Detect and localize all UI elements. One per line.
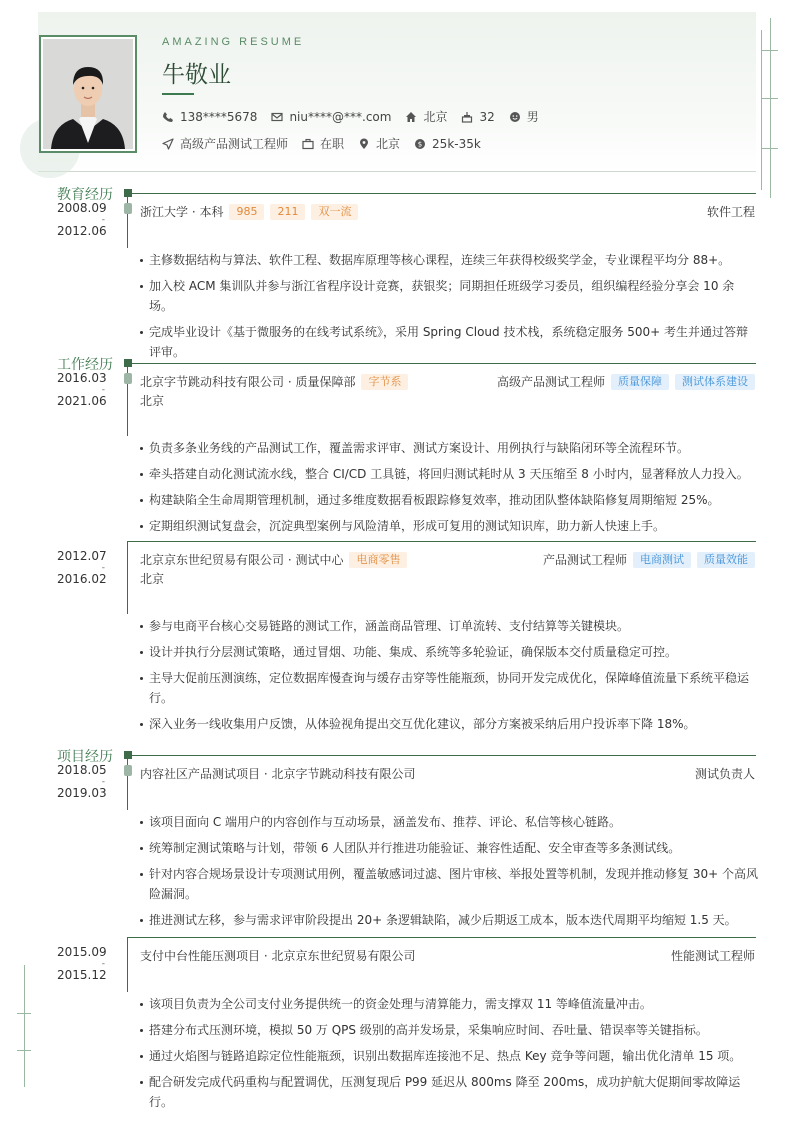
decorative-tick <box>17 1013 31 1014</box>
job-intent-row <box>162 135 495 152</box>
project-dates <box>57 946 105 982</box>
list-item: 加入校 ACM 集训队并参与浙江省程序设计竞赛，获银奖；同期担任班级学习委员，组织编程经验分享会 10 余场。 <box>140 276 758 316</box>
resume-tagline: AMAZING RESUME <box>162 36 305 48</box>
end-date: 2019.03 <box>57 786 107 800</box>
project-name: 内容社区产品测试项目 · 北京字节跳动科技有限公司 <box>140 767 416 781</box>
list-item: 该项目面向 C 端用户的内容创作与互动场景，涵盖发布、推荐、评论、私信等核心链路。 <box>140 812 758 832</box>
avatar <box>39 35 137 153</box>
project-role: 性能测试工程师 <box>670 949 755 963</box>
email-text: niu****@***.com <box>289 109 392 124</box>
date-separator: - <box>101 385 105 395</box>
decorative-line <box>24 965 25 1087</box>
list-item: 推进测试左移，参与需求评审阶段提出 20+ 条逻辑缺陷，减少后期返工成本，版本迭代周期平均缩短 1.5 天。 <box>140 910 758 930</box>
location-pin-icon <box>358 138 370 150</box>
decorative-line <box>770 18 771 198</box>
education-entry-header <box>140 203 755 220</box>
work-bullets <box>140 616 758 740</box>
age-text: 32 <box>479 109 495 124</box>
svg-text:$: $ <box>417 140 423 148</box>
date-separator: - <box>101 563 105 573</box>
school-tag: 双一流 <box>311 204 358 220</box>
project-name: 支付中台性能压测项目 · 北京京东世纪贸易有限公司 <box>140 949 416 963</box>
school-name: 浙江大学 · 本科 <box>140 205 224 219</box>
gender-info <box>509 108 539 125</box>
home-info <box>405 108 447 125</box>
briefcase-icon <box>302 138 314 150</box>
job-role: 高级产品测试工程师 <box>496 375 605 389</box>
list-item: 针对内容合规场景设计专项测试用例，覆盖敏感词过滤、图片审核、举报处置等机制，发现并推动修复 30+ 个高风险漏洞。 <box>140 864 758 904</box>
list-item: 配合研发完成代码重构与配置调优，压测复现后 P99 延迟从 800ms 降至 200ms，成功护航大促期间零故障运行。 <box>140 1072 758 1112</box>
list-item: 通过火焰图与链路追踪定位性能瓶颈，识别出数据库连接池不足、热点 Key 竞争等问题，输出优化清单 15 项。 <box>140 1046 758 1066</box>
company-name: 北京字节跳动科技有限公司 · 质量保障部 <box>140 375 356 389</box>
list-item: 负责多条业务线的产品测试工作，覆盖需求评审、测试方案设计、用例执行与缺陷闭环等全流程环节。 <box>140 438 758 458</box>
work-dates <box>57 550 105 586</box>
section-marker <box>124 751 132 759</box>
role-tag: 质量保障 <box>611 374 669 390</box>
section-title-education: 教育经历 <box>57 187 113 203</box>
age-info <box>461 110 494 124</box>
project-bullets <box>140 812 758 936</box>
start-date: 2015.09 <box>57 945 107 959</box>
section-divider <box>129 755 756 756</box>
start-date: 2008.09 <box>57 201 107 215</box>
list-item: 统筹制定测试策略与计划，带领 6 人团队并行推进功能验证、兼容性适配、安全审查等多条测试线。 <box>140 838 758 858</box>
job-role: 产品测试工程师 <box>542 553 627 567</box>
list-item: 深入业务一线收集用户反馈，从体验视角提出交互优化建议，部分方案被采纳后用户投诉率下降 18%。 <box>140 714 758 734</box>
entry-marker <box>124 765 132 776</box>
list-item: 该项目负责为全公司支付业务提供统一的资金处理与清算能力，需支撑双 11 等峰值流量冲击。 <box>140 994 758 1014</box>
profile-photo <box>43 39 133 149</box>
project-dates <box>57 764 105 800</box>
list-item: 完成毕业设计《基于微服务的在线考试系统》，采用 Spring Cloud 技术栈，系统稳定服务 500+ 考生并通过答辩评审。 <box>140 322 758 362</box>
target-city-info <box>358 135 400 152</box>
entry-marker <box>124 373 132 384</box>
home-text: 北京 <box>423 110 448 124</box>
decorative-tick <box>762 50 778 51</box>
end-date: 2021.06 <box>57 394 107 408</box>
decorative-tick <box>17 1050 31 1051</box>
phone-info <box>162 110 257 124</box>
major: 软件工程 <box>706 205 755 219</box>
salary-info <box>414 137 481 151</box>
section-divider <box>129 363 756 364</box>
end-date: 2012.06 <box>57 224 107 238</box>
project-bullets <box>140 994 758 1118</box>
company-name: 北京京东世纪贸易有限公司 · 测试中心 <box>140 553 344 567</box>
school-tag: 211 <box>270 204 305 220</box>
project-entry-header <box>140 947 755 964</box>
home-icon <box>405 111 417 123</box>
end-date: 2016.02 <box>57 572 107 586</box>
project-entry-header <box>140 765 755 782</box>
section-title-projects: 项目经历 <box>57 749 113 765</box>
decorative-tick <box>762 148 778 149</box>
work-city: 北京 <box>140 394 165 408</box>
work-entry-header <box>140 551 755 568</box>
email-info <box>271 110 391 124</box>
role-tag: 测试体系建设 <box>675 374 755 390</box>
header-divider <box>38 171 756 172</box>
cake-icon <box>461 111 473 123</box>
list-item: 定期组织测试复盘会，沉淀典型案例与风险清单，形成可复用的测试知识库，助力新人快速上手。 <box>140 516 758 536</box>
company-tag: 电商零售 <box>349 552 407 568</box>
smiley-icon <box>509 111 521 123</box>
section-marker <box>124 189 132 197</box>
section-divider <box>129 193 756 194</box>
project-role: 测试负责人 <box>694 767 755 781</box>
salary-text: 25k-35k <box>432 136 481 151</box>
list-item: 主导大促前压测演练，定位数据库慢查询与缓存击穿等性能瓶颈，协同开发完成优化，保障峰值流量下系统平稳运行。 <box>140 668 758 708</box>
education-bullets <box>140 250 758 368</box>
mail-icon <box>271 111 283 123</box>
status-info <box>302 135 344 152</box>
list-item: 搭建分布式压测环境，模拟 50 万 QPS 级别的高并发场景，采集响应时间、吞吐量、错误率等关键指标。 <box>140 1020 758 1040</box>
target-job-info <box>162 135 288 152</box>
company-tag: 字节系 <box>361 374 408 390</box>
end-date: 2015.12 <box>57 968 107 982</box>
name-underline <box>162 93 194 95</box>
start-date: 2016.03 <box>57 371 107 385</box>
entry-divider <box>127 541 756 542</box>
decorative-tick <box>762 98 778 99</box>
send-icon <box>162 138 174 150</box>
target-job-text: 高级产品测试工程师 <box>180 137 289 151</box>
education-dates <box>57 202 105 238</box>
entry-marker <box>124 203 132 214</box>
decorative-line <box>761 30 762 190</box>
candidate-name: 牛敬业 <box>162 62 231 88</box>
work-entry-header <box>140 373 755 390</box>
date-separator: - <box>101 777 105 787</box>
work-city: 北京 <box>140 572 165 586</box>
gender-text: 男 <box>526 110 539 124</box>
section-title-work: 工作经历 <box>57 357 113 373</box>
school-tag: 985 <box>229 204 264 220</box>
target-city-text: 北京 <box>376 137 401 151</box>
list-item: 参与电商平台核心交易链路的测试工作，涵盖商品管理、订单流转、支付结算等关键模块。 <box>140 616 758 636</box>
entry-divider <box>127 937 756 938</box>
status-text: 在职 <box>320 137 345 151</box>
entry-timeline <box>127 541 128 614</box>
list-item: 设计并执行分层测试策略，通过冒烟、功能、集成、系统等多轮验证，确保版本交付质量稳定可控。 <box>140 642 758 662</box>
work-bullets <box>140 438 758 542</box>
list-item: 主修数据结构与算法、软件工程、数据库原理等核心课程，连续三年获得校级奖学金，专业课程平均分 88+。 <box>140 250 758 270</box>
list-item: 牵头搭建自动化测试流水线，整合 CI/CD 工具链，将回归测试耗时从 3 天压缩至 8 小时内，显著释放人力投入。 <box>140 464 758 484</box>
role-tag: 质量效能 <box>697 552 755 568</box>
work-dates <box>57 372 105 408</box>
date-separator: - <box>101 215 105 225</box>
start-date: 2018.05 <box>57 763 107 777</box>
contact-row <box>162 108 553 125</box>
date-separator: - <box>101 959 105 969</box>
phone-text: 138****5678 <box>180 109 258 124</box>
entry-timeline <box>127 937 128 992</box>
money-icon <box>414 138 426 150</box>
start-date: 2012.07 <box>57 549 107 563</box>
role-tag: 电商测试 <box>633 552 691 568</box>
phone-icon <box>162 111 174 123</box>
section-marker <box>124 359 132 367</box>
list-item: 构建缺陷全生命周期管理机制，通过多维度数据看板跟踪修复效率，推动团队整体缺陷修复周期缩短 25%。 <box>140 490 758 510</box>
